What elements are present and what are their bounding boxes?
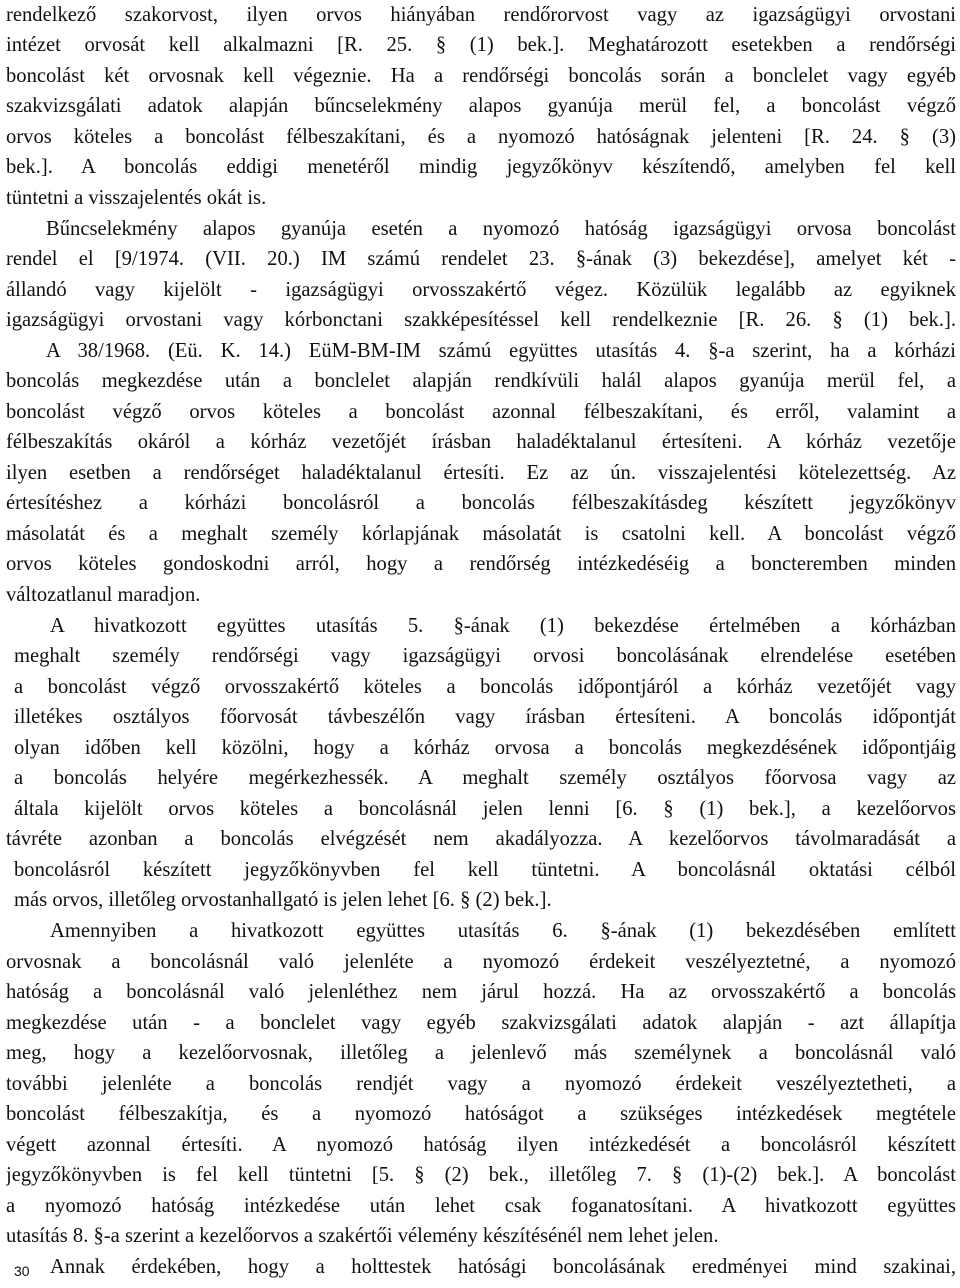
text-line: a boncolást végző orvosszakértő köteles a boncolás időpontjáról a kórház vezetőjét vagy xyxy=(14,676,956,698)
text-line: meghalt személy rendőrségi vagy igazságügyi orvosi boncolásának elrendelése esetében xyxy=(14,645,956,667)
text-line: más orvos, illetőleg orvostanhallgató is jelen lehet [6. § (2) bek.]. xyxy=(14,889,552,911)
text-line: boncolást végző orvos köteles a boncolást azonnal félbeszakítani, és erről, valamint a xyxy=(6,401,956,423)
text-line: ilyen esetben a rendőrséget haladéktalanul értesíti. Ez az ún. visszajelentési kötelezettség. Az xyxy=(6,462,956,484)
text-line: orvos köteles gondoskodni arról, hogy a rendőrség intézkedéséig a boncteremben minden xyxy=(6,553,956,575)
text-line: utasítás 8. §-a szerint a kezelőorvos a szakértői vélemény készítésénél nem lehet jelen. xyxy=(6,1225,719,1247)
text-line: boncolást félbeszakítja, és a nyomozó hatóságot a szükséges intézkedések megtétele xyxy=(6,1103,956,1125)
text-line: Annak érdekében, hogy a holttestek hatósági boncolásának eredményei mind szakinai, xyxy=(50,1256,956,1278)
text-line: illetékes osztályos főorvosát távbeszélőn vagy írásban értesíteni. A boncolás időpontját xyxy=(14,706,956,728)
text-line: bek.]. A boncolás eddigi menetéről mindig jegyzőkönyv készítendő, amelyben fel kell xyxy=(6,156,956,178)
text-line: boncolást két orvosnak kell végeznie. Ha a rendőrségi boncolás során a bonclelet vagy egyéb xyxy=(6,65,956,87)
page-number: 30 xyxy=(14,1263,30,1279)
text-line: boncolásról készített jegyzőkönyvben fel kell tüntetni. A boncolásnál oktatási célból xyxy=(14,859,956,881)
text-line: értesítéshez a kórházi boncolásról a boncolás félbeszakításdeg készített jegyzőkönyv xyxy=(6,492,956,514)
text-line: hatóság a boncolásnál való jelenléthez nem járul hozzá. Ha az orvosszakértő a boncolás xyxy=(6,981,956,1003)
text-line: jegyzőkönyvben is fel kell tüntetni [5. § (2) bek., illetőleg 7. § (1)-(2) bek.]. A boncolást xyxy=(6,1164,956,1186)
text-line: megkezdése után - a bonclelet vagy egyéb szakvizsgálati adatok alapján - azt állapítja xyxy=(6,1012,956,1034)
text-line: A 38/1968. (Eü. K. 14.) EüM-BM-IM számú együttes utasítás 4. §-a szerint, ha a kórházi xyxy=(46,340,956,362)
text-line: másolatát és a meghalt személy kórlapjának másolatát is csatolni kell. A boncolást végző xyxy=(6,523,956,545)
text-line: rendel el [9/1974. (VII. 20.) IM számú rendelet 23. §-ának (3) bekezdése], amelyet két - xyxy=(6,248,956,270)
text-line: A hivatkozott együttes utasítás 5. §-ának (1) bekezdése értelmében a kórházban xyxy=(50,615,956,637)
text-line: boncolás megkezdése után a bonclelet alapján rendkívüli halál alapos gyanúja merül fel, a xyxy=(6,370,956,392)
text-line: a boncolás helyére megérkezhessék. A meghalt személy osztályos főorvosa vagy az xyxy=(14,767,956,789)
text-line: orvos köteles a boncolást félbeszakítani, és a nyomozó hatóságnak jelenteni [R. 24. § (3) xyxy=(6,126,956,148)
text-line: végett azonnal értesíti. A nyomozó hatóság ilyen intézkedését a boncolásról készített xyxy=(6,1134,956,1156)
text-line: orvosnak a boncolásnál való jelenléte a nyomozó érdekeit veszélyeztetné, a nyomozó xyxy=(6,951,956,973)
text-line: meg, hogy a kezelőorvosnak, illetőleg a jelenlevő más személynek a boncolásnál való xyxy=(6,1042,956,1064)
text-line: távréte azonban a boncolás elvégzését nem akadályozza. A kezelőorvos távolmaradását a xyxy=(6,828,956,850)
text-line: tüntetni a visszajelentés okát is. xyxy=(6,187,267,209)
text-line: rendelkező szakorvost, ilyen orvos hiányában rendőrorvost vagy az igazságügyi orvostani xyxy=(6,4,956,26)
text-line: általa kijelölt orvos köteles a boncolásnál jelen lenni [6. § (1) bek.], a kezelőorvos xyxy=(14,798,956,820)
text-line: a nyomozó hatóság intézkedése után lehet csak foganatosítani. A hivatkozott együttes xyxy=(6,1195,956,1217)
text-line: Amennyiben a hivatkozott együttes utasítás 6. §-ának (1) bekezdésében említett xyxy=(50,920,956,942)
text-line: olyan időben kell közölni, hogy a kórház orvosa a boncolás megkezdésének időpontjáig xyxy=(14,737,956,759)
text-line: intézet orvosát kell alkalmazni [R. 25. § (1) bek.]. Meghatározott esetekben a rendőrségi xyxy=(6,34,956,56)
text-line: változatlanul maradjon. xyxy=(6,584,201,606)
text-line: Bűncselekmény alapos gyanúja esetén a nyomozó hatóság igazságügyi orvosa boncolást xyxy=(46,218,956,240)
text-line: szakvizsgálati adatok alapján bűncselekmény alapos gyanúja merül fel, a boncolást végző xyxy=(6,95,956,117)
text-line: további jelenléte a boncolás rendjét vagy a nyomozó érdekeit veszélyeztetheti, a xyxy=(6,1073,956,1095)
text-line: félbeszakítás okáról a kórház vezetőjét írásban haladéktalanul értesíteni. A kórház vezetője xyxy=(6,431,956,453)
text-line: igazságügyi orvostani vagy kórbonctani szakképesítéssel kell rendelkeznie [R. 26. § (1) bek.]. xyxy=(6,309,956,331)
text-line: állandó vagy kijelölt - igazságügyi orvosszakértő végez. Közülük legalább az egyiknek xyxy=(6,279,956,301)
